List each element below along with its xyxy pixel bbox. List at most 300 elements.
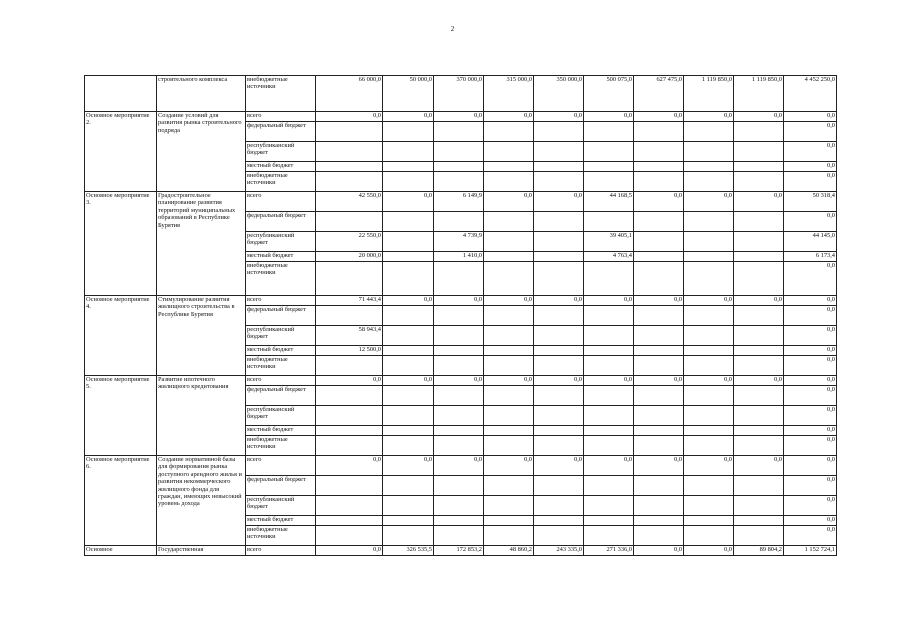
amount-cell: 0,0: [383, 192, 434, 212]
amount-cell: [634, 232, 684, 252]
event-name-text: Градостроительное планирование развития территорий муниципальных образований в Республике Бурятия: [158, 192, 236, 229]
amount-cell: [534, 386, 584, 406]
amount-cell: 0,0: [534, 456, 584, 476]
amount-cell: [484, 496, 534, 516]
amount-cell: [434, 526, 484, 546]
total-cell: 0,0: [784, 496, 837, 516]
amount-cell: [534, 232, 584, 252]
table-row: [85, 112, 837, 122]
amount-cell: 0,0: [734, 296, 784, 306]
amount-cell: 48 860,2: [484, 546, 534, 556]
amount-cell: [734, 162, 784, 172]
amount-cell: [316, 526, 383, 546]
amount-cell: [383, 496, 434, 516]
amount-cell: 0,0: [484, 296, 534, 306]
amount-cell: [484, 406, 534, 426]
amount-cell: 0,0: [684, 112, 734, 122]
amount-cell: [634, 252, 684, 262]
amount-cell: [383, 212, 434, 232]
total-cell: 0,0: [784, 386, 837, 406]
amount-cell: [434, 122, 484, 142]
funding-source-cell: всего: [246, 456, 316, 476]
amount-cell: [316, 406, 383, 426]
amount-cell: [684, 252, 734, 262]
event-name-text: Создание условий для развития рынка строительного подряда: [158, 112, 242, 134]
amount-cell: [734, 142, 784, 162]
amount-cell: 20 000,0: [316, 252, 383, 262]
amount-cell: [383, 142, 434, 162]
event-name-cell: [157, 296, 246, 376]
funding-source-cell: республиканский бюджет: [246, 326, 316, 346]
amount-cell: [534, 262, 584, 296]
total-cell: 0,0: [784, 306, 837, 326]
total-cell: 0,0: [784, 436, 837, 456]
amount-cell: [634, 326, 684, 346]
amount-cell: [634, 172, 684, 192]
total-cell: 0,0: [784, 376, 837, 386]
amount-cell: [584, 426, 634, 436]
amount-cell: [383, 346, 434, 356]
amount-cell: 0,0: [684, 546, 734, 556]
amount-cell: [534, 252, 584, 262]
funding-source-cell: местный бюджет: [246, 516, 316, 526]
amount-cell: [734, 252, 784, 262]
event-name-cell: [157, 76, 246, 112]
amount-cell: [734, 306, 784, 326]
amount-cell: [534, 406, 584, 426]
amount-cell: [734, 262, 784, 296]
amount-cell: [684, 172, 734, 192]
funding-source-cell: местный бюджет: [246, 426, 316, 436]
funding-source-cell: республиканский бюджет: [246, 496, 316, 516]
amount-cell: [684, 426, 734, 436]
amount-cell: [434, 162, 484, 172]
amount-cell: 0,0: [434, 112, 484, 122]
amount-cell: [734, 496, 784, 516]
amount-cell: 44 168,5: [584, 192, 634, 212]
amount-cell: [383, 326, 434, 346]
amount-cell: [684, 386, 734, 406]
amount-cell: [316, 142, 383, 162]
amount-cell: 0,0: [734, 192, 784, 212]
amount-cell: [434, 346, 484, 356]
amount-cell: [434, 262, 484, 296]
amount-cell: [634, 356, 684, 376]
amount-cell: 0,0: [634, 192, 684, 212]
table-row: [85, 546, 837, 556]
amount-cell: [534, 306, 584, 326]
amount-cell: 0,0: [734, 456, 784, 476]
total-cell: 0,0: [784, 346, 837, 356]
amount-cell: 271 336,0: [584, 546, 634, 556]
amount-cell: [484, 526, 534, 546]
amount-cell: [434, 172, 484, 192]
funding-source-cell: внебюджетные источники: [246, 436, 316, 456]
funding-source-cell: местный бюджет: [246, 346, 316, 356]
total-cell: 0,0: [784, 142, 837, 162]
amount-cell: [383, 526, 434, 546]
amount-cell: 1 119 850,0: [684, 76, 734, 112]
amount-cell: [634, 496, 684, 516]
event-name-text: Развитие ипотечного жилищного кредитования: [158, 376, 229, 391]
total-cell: 0,0: [784, 356, 837, 376]
table-row: [85, 296, 837, 306]
amount-cell: [316, 476, 383, 496]
event-cell: Основное мероприятие 5.: [85, 376, 157, 456]
amount-cell: [316, 212, 383, 232]
amount-cell: 0,0: [734, 376, 784, 386]
amount-cell: 0,0: [484, 192, 534, 212]
amount-cell: [316, 306, 383, 326]
total-cell: 0,0: [784, 426, 837, 436]
amount-cell: [734, 356, 784, 376]
funding-source-cell: республиканский бюджет: [246, 406, 316, 426]
amount-cell: 0,0: [434, 376, 484, 386]
amount-cell: [316, 172, 383, 192]
amount-cell: [584, 162, 634, 172]
amount-cell: 0,0: [734, 112, 784, 122]
amount-cell: 1 410,0: [434, 252, 484, 262]
total-cell: 0,0: [784, 112, 837, 122]
amount-cell: [383, 262, 434, 296]
amount-cell: 71 443,4: [316, 296, 383, 306]
amount-cell: [684, 326, 734, 346]
amount-cell: [316, 496, 383, 516]
amount-cell: [584, 172, 634, 192]
funding-source-cell: местный бюджет: [246, 252, 316, 262]
total-cell: 44 145,0: [784, 232, 837, 252]
amount-cell: [534, 172, 584, 192]
amount-cell: [316, 356, 383, 376]
amount-cell: [634, 162, 684, 172]
amount-cell: [584, 496, 634, 516]
funding-source-cell: всего: [246, 112, 316, 122]
total-cell: 0,0: [784, 162, 837, 172]
total-cell: 0,0: [784, 122, 837, 142]
amount-cell: [383, 252, 434, 262]
amount-cell: 0,0: [534, 112, 584, 122]
amount-cell: [484, 426, 534, 436]
amount-cell: 66 000,0: [316, 76, 383, 112]
amount-cell: 42 550,0: [316, 192, 383, 212]
amount-cell: 0,0: [484, 376, 534, 386]
amount-cell: [684, 232, 734, 252]
amount-cell: [584, 262, 634, 296]
amount-cell: [434, 406, 484, 426]
total-cell: 0,0: [784, 296, 837, 306]
amount-cell: [534, 346, 584, 356]
event-name-cell: [157, 192, 246, 296]
table-row: [85, 456, 837, 476]
event-cell: Основное мероприятие 3.: [85, 192, 157, 296]
amount-cell: 1 119 850,0: [734, 76, 784, 112]
amount-cell: 0,0: [634, 112, 684, 122]
amount-cell: [584, 406, 634, 426]
amount-cell: [584, 346, 634, 356]
amount-cell: [484, 346, 534, 356]
amount-cell: [634, 386, 684, 406]
total-cell: 0,0: [784, 406, 837, 426]
funding-source-cell: внебюджетные источники: [246, 526, 316, 546]
amount-cell: [634, 426, 684, 436]
amount-cell: [634, 476, 684, 496]
amount-cell: [734, 386, 784, 406]
amount-cell: 0,0: [584, 376, 634, 386]
amount-cell: [383, 436, 434, 456]
amount-cell: [634, 346, 684, 356]
event-cell: Основное мероприятие 4.: [85, 296, 157, 376]
amount-cell: 0,0: [634, 296, 684, 306]
amount-cell: 0,0: [684, 192, 734, 212]
event-cell: Основное мероприятие 2.: [85, 112, 157, 192]
event-name-text: Создание нормативной базы для формирования рынка доступного арендного жилья и развития некоммерческого жилищного фонда для граждан, имеющих невысокий уровень дохода: [158, 456, 242, 508]
amount-cell: [434, 516, 484, 526]
amount-cell: [584, 386, 634, 406]
funding-source-cell: федеральный бюджет: [246, 306, 316, 326]
amount-cell: [734, 426, 784, 436]
amount-cell: [734, 122, 784, 142]
event-name-cell: [157, 376, 246, 456]
amount-cell: [484, 476, 534, 496]
amount-cell: [484, 162, 534, 172]
funding-source-cell: республиканский бюджет: [246, 142, 316, 162]
amount-cell: 0,0: [634, 546, 684, 556]
amount-cell: [316, 262, 383, 296]
amount-cell: [734, 476, 784, 496]
amount-cell: [684, 262, 734, 296]
total-cell: 0,0: [784, 262, 837, 296]
amount-cell: [534, 516, 584, 526]
amount-cell: [434, 496, 484, 516]
amount-cell: [484, 436, 534, 456]
amount-cell: [316, 386, 383, 406]
amount-cell: 0,0: [484, 456, 534, 476]
amount-cell: [684, 526, 734, 546]
amount-cell: [534, 356, 584, 376]
funding-source-cell: всего: [246, 546, 316, 556]
amount-cell: 0,0: [534, 376, 584, 386]
amount-cell: 39 405,1: [584, 232, 634, 252]
amount-cell: [684, 122, 734, 142]
amount-cell: [684, 436, 734, 456]
funding-source-cell: внебюджетные источники: [246, 76, 316, 112]
funding-source-cell: федеральный бюджет: [246, 386, 316, 406]
amount-cell: 0,0: [584, 112, 634, 122]
total-cell: 0,0: [784, 326, 837, 346]
amount-cell: [383, 406, 434, 426]
amount-cell: [734, 526, 784, 546]
amount-cell: [584, 306, 634, 326]
amount-cell: 370 000,0: [434, 76, 484, 112]
amount-cell: [534, 496, 584, 516]
amount-cell: [434, 212, 484, 232]
amount-cell: [684, 356, 734, 376]
amount-cell: 6 149,9: [434, 192, 484, 212]
funding-source-cell: местный бюджет: [246, 162, 316, 172]
amount-cell: 89 804,2: [734, 546, 784, 556]
amount-cell: 0,0: [383, 112, 434, 122]
amount-cell: 22 550,0: [316, 232, 383, 252]
event-cell: Основное: [85, 546, 157, 556]
amount-cell: [734, 406, 784, 426]
amount-cell: 243 335,0: [534, 546, 584, 556]
amount-cell: [484, 122, 534, 142]
amount-cell: [684, 476, 734, 496]
amount-cell: [484, 252, 534, 262]
amount-cell: [316, 426, 383, 436]
event-name-cell: [157, 112, 246, 192]
amount-cell: [316, 436, 383, 456]
funding-source-cell: федеральный бюджет: [246, 476, 316, 496]
amount-cell: [434, 356, 484, 376]
amount-cell: 0,0: [316, 546, 383, 556]
table-row: [85, 376, 837, 386]
total-cell: 0,0: [784, 212, 837, 232]
amount-cell: [634, 122, 684, 142]
amount-cell: [316, 516, 383, 526]
amount-cell: [584, 326, 634, 346]
amount-cell: 0,0: [634, 376, 684, 386]
amount-cell: [584, 516, 634, 526]
amount-cell: [316, 162, 383, 172]
amount-cell: 0,0: [316, 456, 383, 476]
amount-cell: [634, 406, 684, 426]
amount-cell: 0,0: [684, 376, 734, 386]
amount-cell: [534, 426, 584, 436]
amount-cell: 627 475,0: [634, 76, 684, 112]
amount-cell: 12 500,0: [316, 346, 383, 356]
amount-cell: [383, 426, 434, 436]
amount-cell: [383, 172, 434, 192]
funding-source-cell: всего: [246, 376, 316, 386]
amount-cell: [684, 406, 734, 426]
amount-cell: [484, 386, 534, 406]
amount-cell: [434, 426, 484, 436]
amount-cell: 58 943,4: [316, 326, 383, 346]
event-name-cell: [157, 456, 246, 546]
total-cell: 0,0: [784, 526, 837, 546]
amount-cell: [734, 172, 784, 192]
amount-cell: [434, 386, 484, 406]
amount-cell: [734, 346, 784, 356]
amount-cell: [484, 232, 534, 252]
funding-source-cell: внебюджетные источники: [246, 262, 316, 296]
amount-cell: 0,0: [383, 296, 434, 306]
amount-cell: [484, 172, 534, 192]
amount-cell: [383, 306, 434, 326]
amount-cell: [316, 122, 383, 142]
amount-cell: [484, 306, 534, 326]
amount-cell: [534, 436, 584, 456]
amount-cell: [684, 212, 734, 232]
amount-cell: [383, 516, 434, 526]
total-cell: 0,0: [784, 516, 837, 526]
funding-source-cell: всего: [246, 296, 316, 306]
amount-cell: [584, 142, 634, 162]
amount-cell: [684, 142, 734, 162]
amount-cell: [434, 476, 484, 496]
funding-source-cell: федеральный бюджет: [246, 212, 316, 232]
amount-cell: [684, 496, 734, 516]
total-cell: 1 152 724,1: [784, 546, 837, 556]
amount-cell: [584, 476, 634, 496]
table-row: [85, 76, 837, 112]
amount-cell: 0,0: [316, 376, 383, 386]
page-number: 2: [450, 25, 455, 33]
funding-source-cell: внебюджетные источники: [246, 356, 316, 376]
amount-cell: 0,0: [534, 192, 584, 212]
amount-cell: [434, 142, 484, 162]
amount-cell: [634, 436, 684, 456]
total-cell: 0,0: [784, 172, 837, 192]
amount-cell: [684, 346, 734, 356]
amount-cell: [383, 356, 434, 376]
amount-cell: [684, 162, 734, 172]
amount-cell: [534, 162, 584, 172]
amount-cell: [383, 162, 434, 172]
amount-cell: [634, 516, 684, 526]
funding-source-cell: внебюджетные источники: [246, 172, 316, 192]
event-cell: [85, 76, 157, 112]
total-cell: 6 173,4: [784, 252, 837, 262]
amount-cell: 0,0: [484, 112, 534, 122]
amount-cell: [734, 436, 784, 456]
amount-cell: [484, 516, 534, 526]
amount-cell: [734, 326, 784, 346]
funding-source-cell: республиканский бюджет: [246, 232, 316, 252]
amount-cell: 0,0: [434, 456, 484, 476]
amount-cell: 0,0: [584, 456, 634, 476]
amount-cell: [484, 212, 534, 232]
amount-cell: [383, 386, 434, 406]
amount-cell: 0,0: [684, 296, 734, 306]
amount-cell: [534, 526, 584, 546]
table-row: [85, 192, 837, 212]
amount-cell: [634, 526, 684, 546]
amount-cell: [634, 262, 684, 296]
budget-table: [84, 75, 837, 556]
amount-cell: 0,0: [684, 456, 734, 476]
amount-cell: [634, 142, 684, 162]
amount-cell: [734, 232, 784, 252]
event-name-text: строительного комплекса: [158, 76, 228, 83]
event-cell: Основное мероприятие 6.: [85, 456, 157, 546]
amount-cell: 0,0: [383, 376, 434, 386]
amount-cell: [434, 306, 484, 326]
total-cell: 0,0: [784, 456, 837, 476]
amount-cell: [534, 212, 584, 232]
amount-cell: 0,0: [634, 456, 684, 476]
amount-cell: 500 075,0: [584, 76, 634, 112]
amount-cell: 4 739,9: [434, 232, 484, 252]
amount-cell: [734, 212, 784, 232]
amount-cell: 350 000,0: [534, 76, 584, 112]
amount-cell: [484, 262, 534, 296]
amount-cell: [584, 356, 634, 376]
amount-cell: 172 853,2: [434, 546, 484, 556]
amount-cell: [534, 142, 584, 162]
amount-cell: [434, 326, 484, 346]
event-name-text: Стимулирование развития жилищного строительства в Республике Бурятия: [158, 296, 235, 318]
total-cell: 0,0: [784, 476, 837, 496]
amount-cell: [584, 212, 634, 232]
amount-cell: [734, 516, 784, 526]
total-cell: 50 318,4: [784, 192, 837, 212]
amount-cell: 0,0: [383, 456, 434, 476]
event-name-text: Государственная: [158, 546, 204, 553]
amount-cell: [634, 306, 684, 326]
amount-cell: [534, 122, 584, 142]
